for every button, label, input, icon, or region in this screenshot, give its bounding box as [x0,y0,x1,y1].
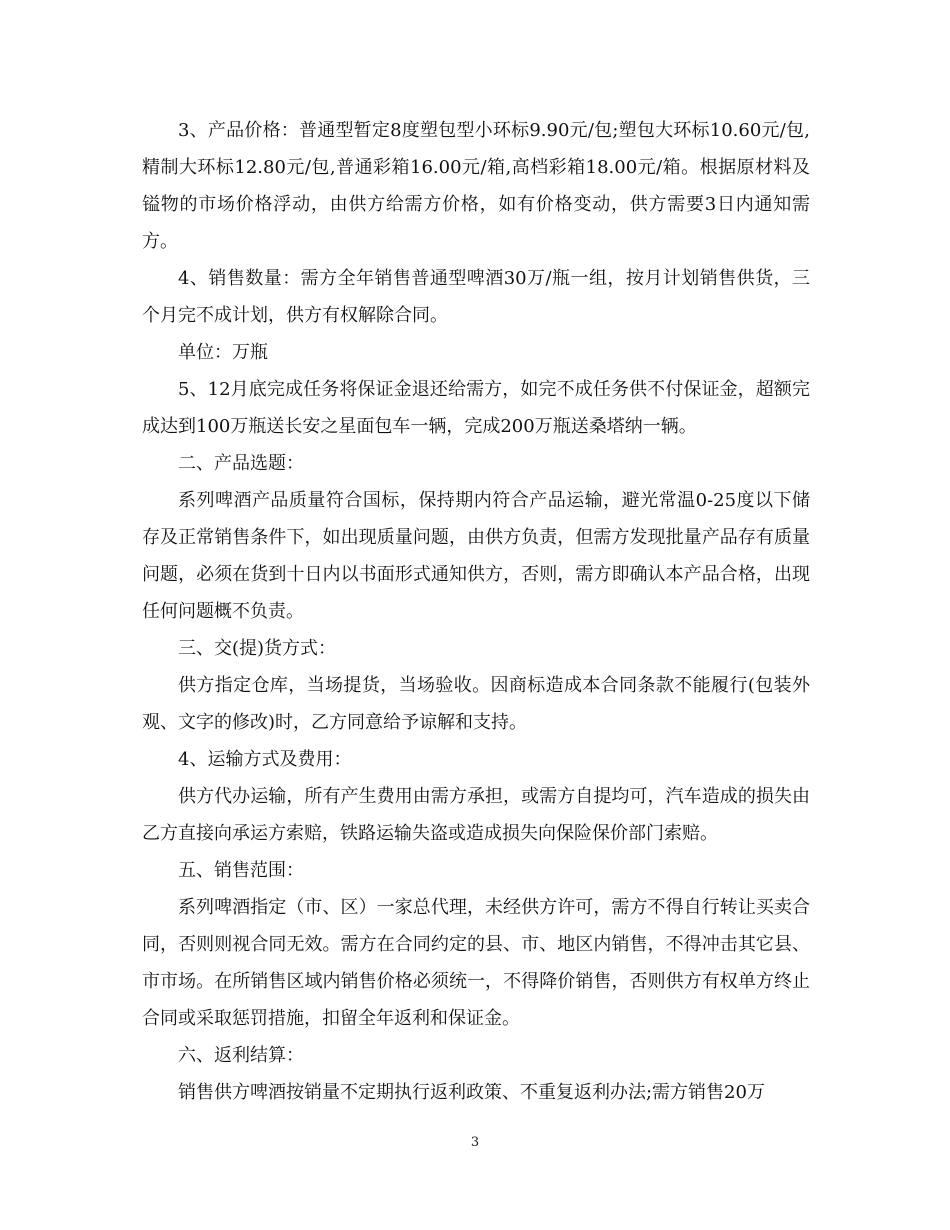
heading-product-topic: 二、产品选题： [178,453,304,474]
heading-rebate: 六、返利结算： [178,1045,304,1066]
heading-delivery-method: 三、交(提)货方式： [178,638,337,659]
page-number: 3 [470,1135,480,1150]
paragraph-deposit: 5、12月底完成任务将保证金退还给需方，如完不成任务供不付保证金，超额完成达到100万瓶送长安之星面包车一辆，完成200万瓶送桑塔纳一辆。 [142,379,810,437]
document-body [142,112,810,1111]
heading-sales-scope: 五、销售范围： [178,860,304,881]
paragraph-sales-scope: 系列啤酒指定（市、区）一家总代理，未经供方许可，需方不得自行转让买卖合同，否则则视合同无效。需方在合同约定的县、市、地区内销售，不得冲击其它县、市市场。在所销售区域内销售价格必须统一，不得降价销售，否则供方有权单方终止合同或采取惩罚措施，扣留全年返利和保证金。 [142,897,810,1029]
paragraph-unit: 单位：万瓶 [178,342,268,363]
paragraph-transport: 供方代办运输，所有产生费用由需方承担，或需方自提均可，汽车造成的损失由乙方直接向承运方索赔，铁路运输失盗或造成损失向保险保价部门索赔。 [142,786,810,844]
paragraph-delivery: 供方指定仓库，当场提货，当场验收。因商标造成本合同条款不能履行(包装外观、文字的修改)时，乙方同意给予谅解和支持。 [142,675,810,733]
paragraph-rebate: 销售供方啤酒按销量不定期执行返利政策、不重复返利办法;需方销售20万 [178,1082,765,1103]
paragraph-sales-quantity: 4、销售数量：需方全年销售普通型啤酒30万/瓶一组，按月计划销售供货，三个月完不成计划，供方有权解除合同。 [142,268,810,326]
paragraph-price: 3、产品价格：普通型暂定8度塑包型小环标9.90元/包;塑包大环标10.60元/包,精制大环标12.80元/包,普通彩箱16.00元/箱,高档彩箱18.00元/箱。根据原材料及镒物的市场价格浮动，由供方给需方价格，如有价格变动，供方需要3日内通知需方。 [142,120,810,252]
paragraph-quality: 系列啤酒产品质量符合国标，保持期内符合产品运输，避光常温0-25度以下储存及正常销售条件下，如出现质量问题，由供方负责，但需方发现批量产品存有质量问题，必须在货到十日内以书面形式通知供方，否则，需方即确认本产品合格，出现任何问题概不负责。 [142,490,810,622]
heading-transport: 4、运输方式及费用： [178,749,352,770]
